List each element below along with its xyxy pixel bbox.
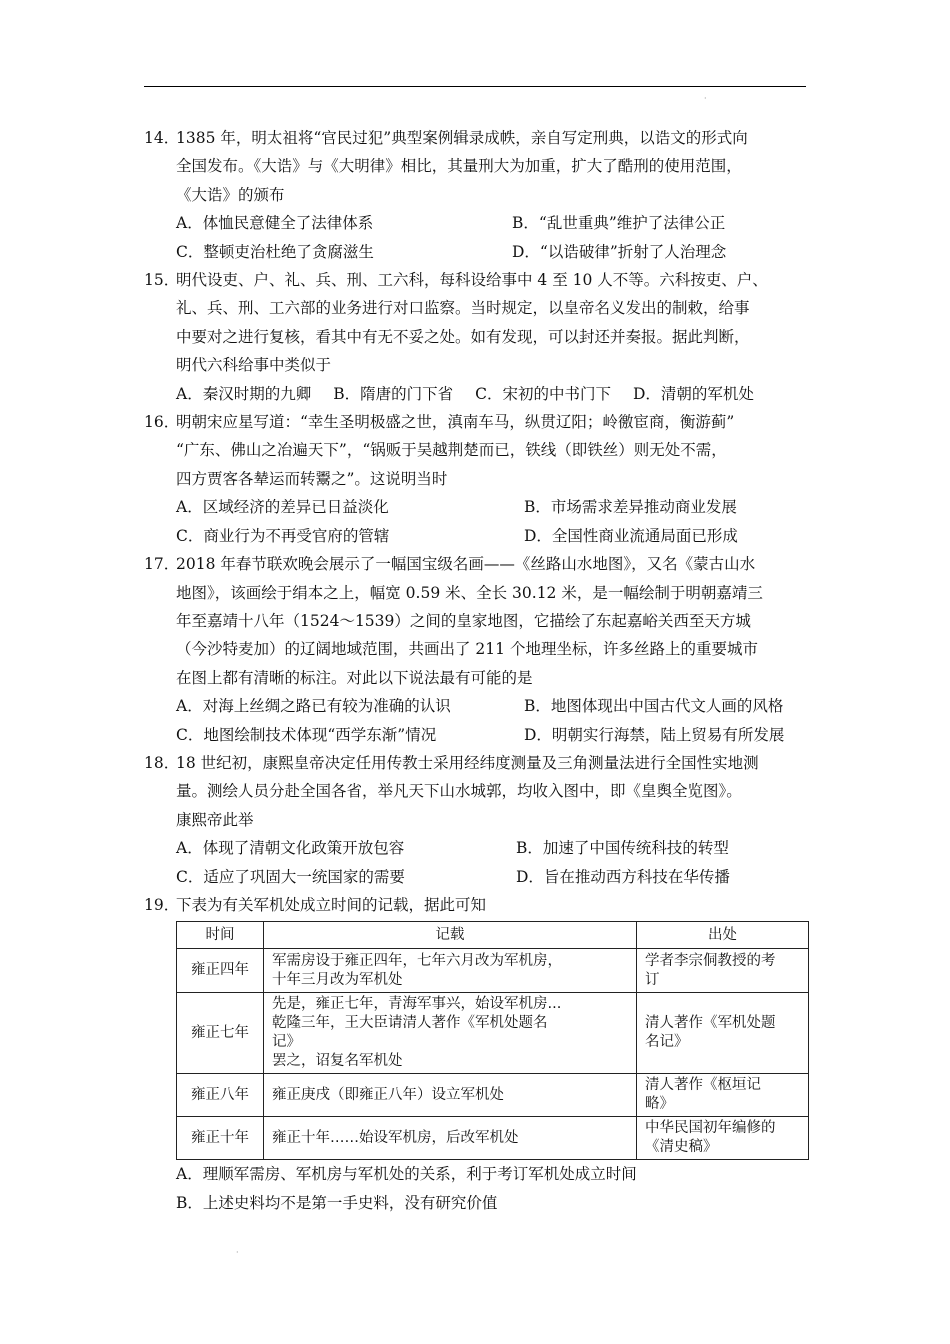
option-b[interactable]: B．隋唐的门下省: [333, 384, 454, 403]
option-c[interactable]: C．宋初的中书门下: [475, 384, 611, 403]
option-d[interactable]: D．明朝实行海禁，陆上贸易有所发展: [524, 725, 785, 744]
question-number: 15．: [144, 271, 180, 290]
option-a[interactable]: A．秦汉时期的九卿: [176, 384, 312, 403]
option-a[interactable]: A．对海上丝绸之路已有较为准确的认识: [176, 697, 451, 716]
question-number: 19．: [144, 895, 180, 914]
column-header-record: 记载: [264, 922, 637, 949]
question-stem: 明代设吏、户、礼、兵、刑、工六科，每科设给事中 4 至 10 人不等。六科按吏、户、 礼、兵、刑、工六部的业务进行对口监察。当时规定，以皇帝名义发出的制敕，给事 中要对之进行复核，看其中有无不妥之处。如有发现，可以封还并奏报。据此判断， 明代六科给事中类似于: [176, 271, 768, 375]
header-rule: [144, 86, 806, 87]
decorative-dot: ·: [704, 94, 707, 103]
cell-source: 清人著作《军机处题 名记》: [637, 993, 809, 1074]
option-a[interactable]: A．理顺军需房、军机房与军机处的关系，利于考订军机处成立时间: [176, 1165, 637, 1184]
option-d[interactable]: D．旨在推动西方科技在华传播: [516, 867, 730, 886]
column-header-source: 出处: [637, 922, 809, 949]
question-stem: 明朝宋应星写道：“幸生圣明极盛之世，滇南车马，纵贯辽阳；岭徼宦商，衡游蓟” “广东、佛山之冶遍天下”，“锅贩于吴越荆楚而已，铁线（即铁丝）则无处不需， 四方贾客各辇运而转鬻之”。这说明当时: [176, 413, 735, 488]
option-c[interactable]: C．地图绘制技术体现“西学东渐”情况: [176, 725, 437, 744]
option-b[interactable]: B．地图体现出中国古代文人画的风格: [524, 697, 784, 716]
question-stem: 18 世纪初，康熙皇帝决定任用传教士采用经纬度测量及三角测量法进行全国性实地测 量。测绘人员分赴全国各省，举凡天下山水城郭，均收入图中，即《皇舆全览图》。 康熙帝此举: [176, 753, 759, 829]
cell-time: 雍正七年: [177, 993, 264, 1074]
option-b[interactable]: B．上述史料均不是第一手史料，没有研究价值: [176, 1193, 498, 1212]
question-stem: 2018 年春节联欢晚会展示了一幅国宝级名画——《丝路山水地图》，又名《蒙古山水 地图》，该画绘于绢本之上，幅宽 0.59 米、全长 30.12 米，是一幅绘制于明朝嘉靖三 年至嘉靖十八年（1524～1539）之间的皇家地图，它描绘了东起嘉峪关西至天方城 （今沙特麦加）的辽阔地域范围，共画出了 211 个地理坐标，许多丝路上的重要城市 在图上都有清晰的标注。对此以下说法最有可能的是: [176, 555, 763, 687]
question-stem: 1385 年，明太祖将“官民过犯”典型案例辑录成帙，亲自写定刑典，以诰文的形式向 全国发布。《大诰》与《大明律》相比，其量刑大为加重，扩大了酷刑的使用范围， 《大诰》的颁布: [176, 129, 748, 204]
cell-record: 雍正十年……始设军机房，后改军机处: [264, 1117, 637, 1160]
option-c[interactable]: C．商业行为不再受官府的管辖: [176, 526, 390, 545]
question-number: 17．: [144, 555, 180, 574]
cell-record: 先是，雍正七年，青海军事兴，始设军机房... 乾隆三年，王大臣请清人著作《军机处题名 记》 罢之，诏复名军机处: [264, 993, 637, 1074]
table-row: [177, 949, 809, 993]
question-16: [144, 408, 806, 550]
options: [144, 692, 806, 749]
table-row: [177, 1117, 809, 1160]
table-row: [177, 993, 809, 1074]
option-c[interactable]: C．整顿吏治杜绝了贪腐滋生: [176, 242, 374, 261]
options: [144, 834, 806, 891]
option-d[interactable]: D．“以诰破律”折射了人治理念: [512, 242, 727, 261]
options: [144, 209, 806, 266]
question-stem: 下表为有关军机处成立时间的记载，据此可知: [176, 895, 487, 914]
table-header-row: [177, 922, 809, 949]
cell-record: 雍正庚戌（即雍正八年）设立军机处: [264, 1074, 637, 1117]
option-d[interactable]: D．全国性商业流通局面已形成: [524, 526, 738, 545]
decorative-dot: ·: [236, 1248, 239, 1257]
option-c[interactable]: C．适应了巩固大一统国家的需要: [176, 867, 405, 886]
cell-time: 雍正十年: [177, 1117, 264, 1160]
records-table: [176, 921, 809, 1160]
question-14: [144, 124, 806, 266]
cell-source: 学者李宗侗教授的考 订: [637, 949, 809, 993]
question-list: [144, 124, 806, 1217]
cell-time: 雍正四年: [177, 949, 264, 993]
question-19: [144, 891, 806, 1217]
question-number: 16．: [144, 413, 180, 432]
cell-record: 军需房设于雍正四年，七年六月改为军机房， 十年三月改为军机处: [264, 949, 637, 993]
option-a[interactable]: A．体恤民意健全了法律体系: [176, 214, 374, 233]
question-number: 18．: [144, 753, 180, 772]
question-17: [144, 550, 806, 749]
options: [144, 380, 806, 408]
question-number: 14．: [144, 129, 180, 147]
table-row: [177, 1074, 809, 1117]
column-header-time: 时间: [177, 922, 264, 949]
option-b[interactable]: B．市场需求差异推动商业发展: [524, 498, 737, 517]
option-a[interactable]: A．区域经济的差异已日益淡化: [176, 498, 389, 517]
option-d[interactable]: D．清朝的军机处: [632, 384, 754, 403]
option-a[interactable]: A．体现了清朝文化政策开放包容: [176, 839, 405, 858]
cell-time: 雍正八年: [177, 1074, 264, 1117]
option-b[interactable]: B．加速了中国传统科技的转型: [516, 839, 729, 858]
cell-source: 中华民国初年编修的 《清史稿》: [637, 1117, 809, 1160]
question-15: [144, 266, 806, 408]
options: [144, 493, 806, 550]
option-b[interactable]: B．“乱世重典”维护了法律公正: [512, 214, 726, 233]
question-18: [144, 749, 806, 891]
cell-source: 清人著作《枢垣记 略》: [637, 1074, 809, 1117]
